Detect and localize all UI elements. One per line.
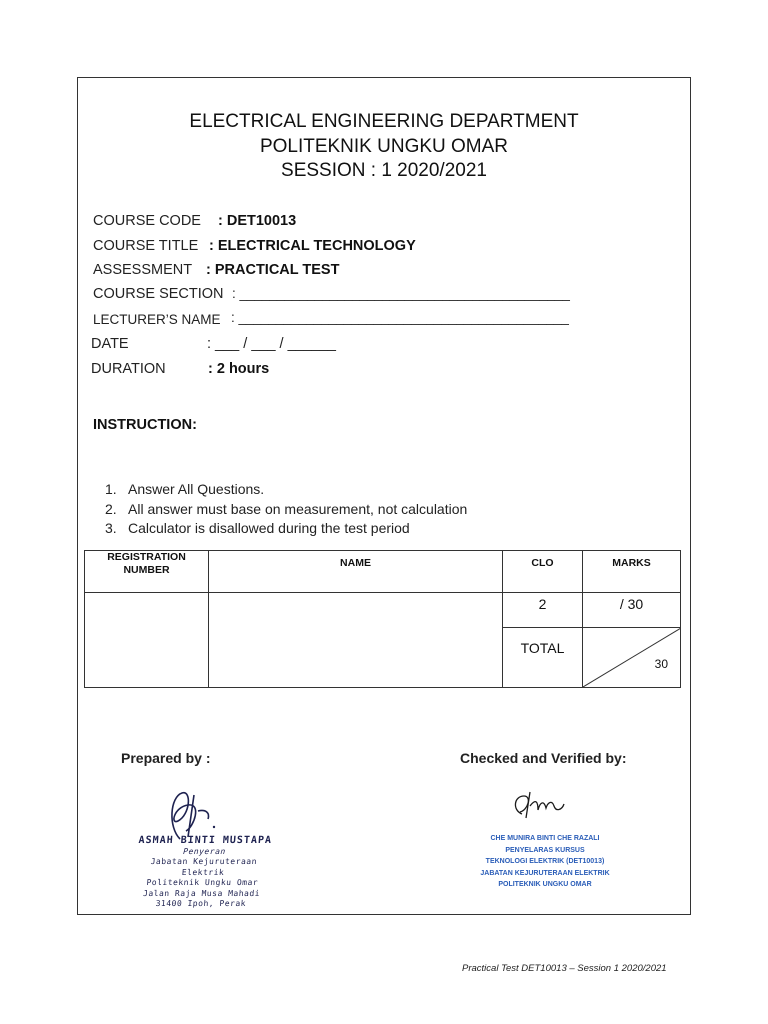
assessment-label: ASSESSMENT [93,262,193,278]
instruction-heading: INSTRUCTION: [93,417,197,433]
course-section-label: COURSE SECTION [93,286,224,302]
date-blank: : ___ / ___ / ______ [207,336,336,352]
prepared-by-label: Prepared by : [121,750,211,766]
instruction-list [105,480,467,539]
name-cell[interactable] [209,593,503,688]
clo-cell: 2 [503,593,583,628]
session-title: SESSION : 1 2020/2021 [281,160,487,181]
institution-title: POLITEKNIK UNGKU OMAR [259,136,509,157]
department-title: ELECTRICAL ENGINEERING DEPARTMENT [189,111,579,132]
total-value-cell[interactable] [583,628,681,688]
grade-table [84,550,681,688]
marks-header: MARKS [583,551,681,593]
checked-verified-label: Checked and Verified by: [460,750,627,766]
marks-cell[interactable]: / 30 [583,593,681,628]
course-code-value: : DET10013 [218,213,297,229]
lecturer-name-label: LECTURER’S NAME [93,312,221,327]
registration-number-header: REGISTRATION NUMBER [85,551,209,593]
name-header: NAME [209,551,503,593]
date-label: DATE [91,336,129,352]
table-header-row [85,551,681,593]
instruction-item: 2. All answer must base on measurement, not calculation [105,500,468,517]
duration-value: : 2 hours [208,361,270,377]
course-code-label: COURSE CODE [93,213,201,229]
duration-label: DURATION [91,361,166,377]
left-official-stamp: ASMAH BINTI MUSTAPA Penyeran Jabatan Kejuruteraan Elektrik Politeknik Ungku Omar Jalan Raja Musa Mahadi 31400 Ipoh, Perak [138,835,273,908]
course-title-label: COURSE TITLE [93,238,199,254]
total-label-cell: TOTAL [503,628,583,688]
course-title-value: : ELECTRICAL TECHNOLOGY [209,238,416,254]
table-row [85,593,681,628]
total-value: 30 [654,657,668,671]
instruction-item: 1. Answer All Questions. [105,481,265,497]
right-official-stamp: CHE MUNIRA BINTI CHE RAZALI PENYELARAS KURSUS TEKNOLOGI ELEKTRIK (DET10013) JABATAN KEJURUTERAAN ELEKTRIK POLITEKNIK UNGKU OMAR [480,835,610,888]
assessment-value: : PRACTICAL TEST [206,262,340,278]
instruction-item: 3. Calculator is disallowed during the test period [105,520,410,536]
course-section-blank: : ____________________________________________ [232,286,570,301]
page-footer: Practical Test DET10013 – Session 1 2020/2021 [462,963,667,974]
right-signature [508,788,568,822]
registration-number-cell[interactable] [85,593,209,688]
lecturer-name-blank: : ____________________________________________ [231,310,569,325]
clo-header: CLO [503,551,583,593]
